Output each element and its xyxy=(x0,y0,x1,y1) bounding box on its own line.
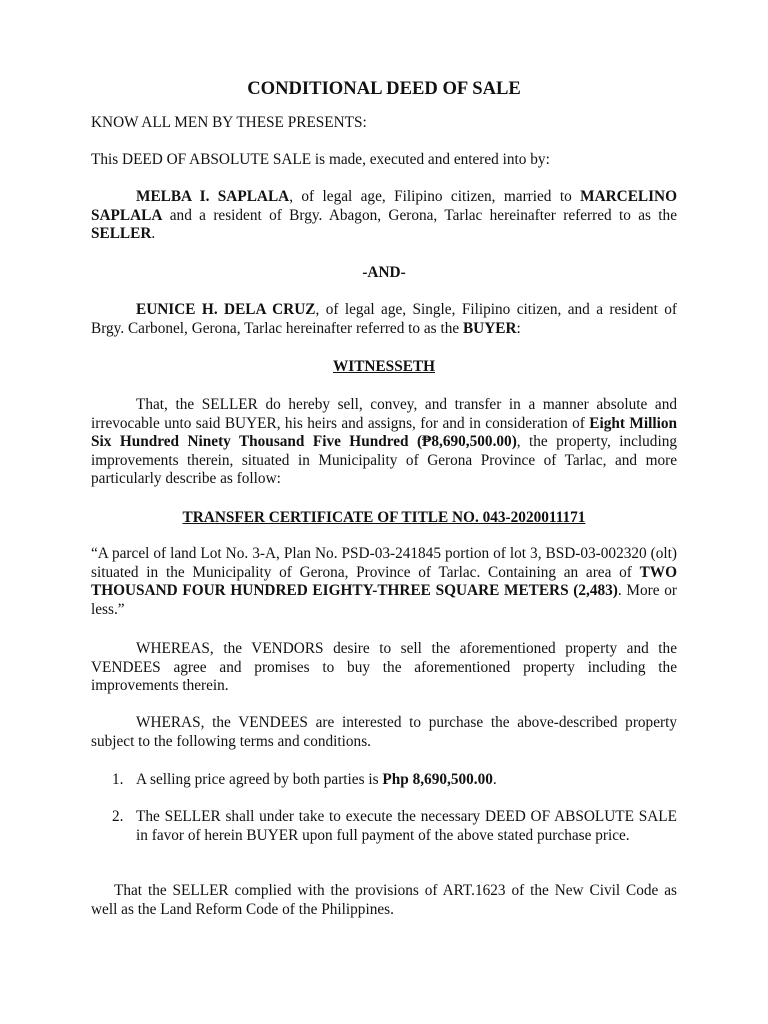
consideration-paragraph xyxy=(91,396,677,489)
buyer-role: BUYER xyxy=(462,319,517,337)
consideration-text-1: That, the SELLER do hereby sell, convey, and transfer in a manner absolute and irrevocable unto said BUYER, his heirs and assigns, for and in consideration of xyxy=(91,396,677,432)
opening-line: KNOW ALL MEN BY THESE PRESENTS: xyxy=(91,114,367,131)
property-description xyxy=(91,545,677,619)
whereas-paragraph-1: WHEREAS, the VENDORS desire to sell the aforementioned property and the VENDEES agree and promises to buy the aforementioned property including the improvements therein. xyxy=(91,640,677,695)
property-text-1: “A parcel of land Lot No. 3-A, Plan No. PSD-03-241845 portion of lot 3, BSD-03-002320 (olt) situated in the Municipality of Gerona, Province of Tarlac. Containing an area of xyxy=(91,545,677,581)
buyer-end: : xyxy=(516,319,521,337)
compliance-paragraph: That the SELLER complied with the provisions of ART.1623 of the New Civil Code as well as the Land Reform Code of the Philippines. xyxy=(91,882,677,918)
condition-text: A selling price agreed by both parties is Php 8,690,500.00. xyxy=(136,771,497,788)
buyer-party-paragraph xyxy=(91,301,677,338)
seller-party-paragraph xyxy=(91,188,677,244)
seller-text-1: , of legal age, Filipino citizen, married to xyxy=(289,188,581,205)
consideration-text-2: , the property, including improvements therein, situated in Municipality of Gerona Province of Tarlac, and more particularly describe as follow: xyxy=(91,433,677,488)
seller-name: MELBA I. SAPLALA xyxy=(136,188,290,205)
consideration-amount-figure: ₱8,690,500.00) xyxy=(422,433,517,451)
seller-end: . xyxy=(151,225,156,243)
consideration-amount-words: Eight Million Six Hundred Ninety Thousand Five Hundred ( xyxy=(91,414,677,451)
seller-role: SELLER xyxy=(91,225,152,243)
condition-number: 2. xyxy=(112,808,124,825)
condition-number: 1. xyxy=(112,771,124,788)
property-area: TWO THOUSAND FOUR HUNDRED EIGHTY-THREE SQUARE METERS (2,483) xyxy=(91,563,677,600)
whereas-paragraph-2: WHERAS, the VENDEES are interested to purchase the above-described property subject to the following terms and conditions. xyxy=(91,714,677,750)
seller-text-2: and a resident of Brgy. Abagon, Gerona, Tarlac hereinafter referred to as the xyxy=(162,206,677,224)
intro-line: This DEED OF ABSOLUTE SALE is made, executed and entered into by: xyxy=(91,151,550,168)
and-separator: -AND- xyxy=(362,264,406,281)
condition-text: The SELLER shall under take to execute the necessary DEED OF ABSOLUTE SALE in favor of herein BUYER upon full payment of the above stated purchase price. xyxy=(136,808,677,844)
title-certificate-heading: TRANSFER CERTIFICATE OF TITLE NO. 043-2020011171 xyxy=(182,509,586,526)
document-title: CONDITIONAL DEED OF SALE xyxy=(247,78,521,99)
buyer-text-1: , of legal age, Single, Filipino citizen, and a resident of Brgy. Carbonel, Gerona, Tarlac hereinafter referred to as the xyxy=(91,301,678,337)
property-text-2: . More or less.” xyxy=(91,582,677,618)
buyer-name: EUNICE H. DELA CRUZ xyxy=(136,301,316,318)
witnesseth-heading: WITNESSETH xyxy=(332,358,436,375)
seller-spouse: MARCELINO SAPLALA xyxy=(91,188,678,224)
